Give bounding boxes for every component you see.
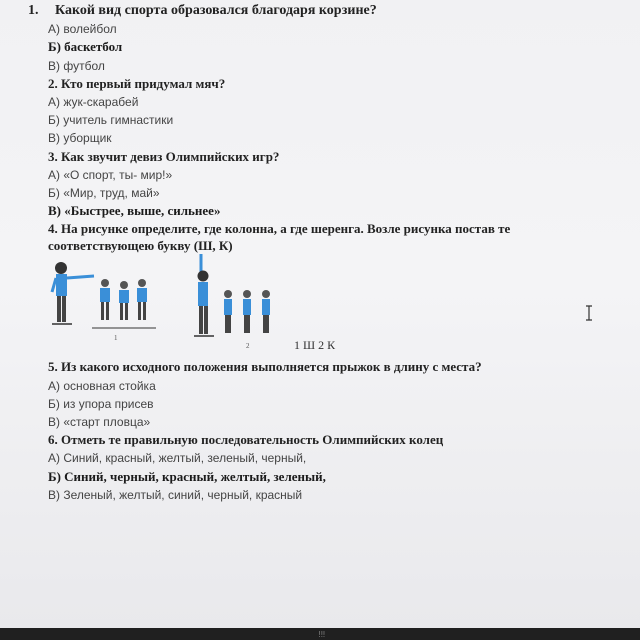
answer-option: В) «старт пловца» bbox=[48, 415, 151, 430]
answer-option: Б) «Мир, труд, май» bbox=[48, 186, 160, 201]
answer-option: В) футбол bbox=[48, 58, 105, 73]
question-text: На рисунке определите, где колонна, а где шеренга. Возле рисунка постав те соответствующею букву (Ш, К) bbox=[48, 221, 511, 254]
question-number: 1. bbox=[28, 3, 39, 18]
question-5 bbox=[28, 358, 608, 376]
answer-option: А) волейбол bbox=[48, 22, 117, 37]
question-number: 3. bbox=[48, 148, 58, 164]
answer-option: А) основная стойка bbox=[48, 378, 156, 393]
answer-option: В) Зеленый, желтый, синий, черный, красный bbox=[48, 487, 303, 502]
question-1 bbox=[28, 2, 608, 20]
text-cursor-icon bbox=[584, 305, 594, 321]
pupil-figure bbox=[262, 290, 270, 333]
question-3 bbox=[28, 148, 608, 166]
question-text: Отметь те правильную последовательность Олимпийских колец bbox=[61, 432, 444, 448]
formation-illustration bbox=[48, 254, 328, 358]
pupil-figure bbox=[119, 281, 129, 320]
question-2 bbox=[28, 75, 608, 93]
question-number: 5. bbox=[48, 359, 58, 375]
answer-option: А) жук-скарабей bbox=[48, 95, 139, 110]
answer-option: В) уборщик bbox=[48, 131, 112, 146]
pupil-figure bbox=[224, 290, 232, 333]
question-number: 6. bbox=[48, 432, 58, 448]
bottom-bar bbox=[0, 628, 640, 640]
answer-option-correct: Б) баскетбол bbox=[48, 39, 123, 55]
question-6 bbox=[28, 431, 608, 449]
answer-option-correct: В) «Быстрее, выше, сильнее» bbox=[48, 203, 221, 219]
teacher-figure bbox=[194, 254, 214, 336]
answer-option: Б) из упора присев bbox=[48, 396, 154, 411]
question-4 bbox=[28, 220, 608, 254]
pupil-figure bbox=[243, 290, 251, 333]
pupil-figure bbox=[137, 279, 147, 320]
figure-number-1: 1 bbox=[114, 334, 118, 343]
answer-option: А) Синий, красный, желтый, зеленый, черный, bbox=[48, 451, 307, 466]
answer-option: Б) учитель гимнастики bbox=[48, 113, 174, 128]
grip-icon: !!! bbox=[318, 630, 325, 639]
question-text: Как звучит девиз Олимпийских игр? bbox=[61, 148, 280, 164]
figure-number-2: 2 bbox=[246, 342, 250, 351]
formation-figure bbox=[48, 254, 608, 358]
teacher-figure bbox=[52, 262, 94, 324]
question-text: Из какого исходного положения выполняется прыжок в длину с места? bbox=[61, 359, 482, 375]
answer-option-correct: Б) Синий, черный, красный, желтый, зеленый, bbox=[48, 468, 326, 484]
question-number: 2. bbox=[48, 75, 58, 91]
question-number: 4. bbox=[48, 221, 58, 237]
answer-option: А) «О спорт, ты- мир!» bbox=[48, 167, 173, 182]
figure-answer-caption: 1 Ш 2 К bbox=[294, 338, 336, 353]
question-text: Кто первый придумал мяч? bbox=[61, 75, 226, 91]
question-text: Какой вид спорта образовался благодаря корзине? bbox=[55, 3, 377, 18]
pupil-figure bbox=[100, 279, 110, 320]
document-page[interactable] bbox=[28, 2, 608, 504]
